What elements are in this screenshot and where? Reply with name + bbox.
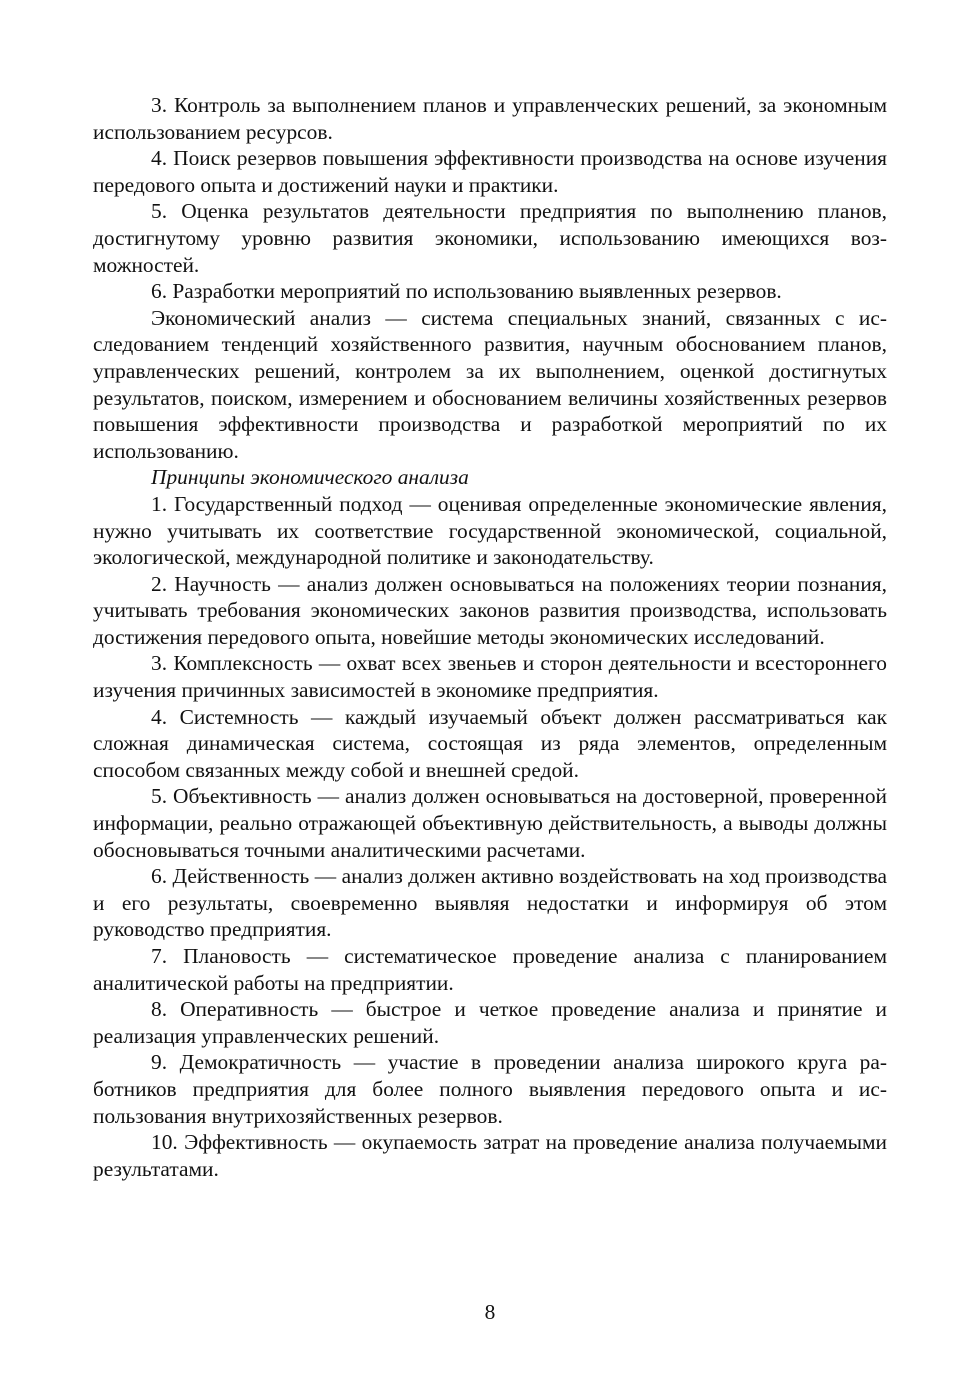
principle-6: 6. Действенность — анализ должен активно воздействовать на ход производства и его результаты, своевременно выявляя недостатки и информируя об этом руководство предприятия. <box>93 864 887 942</box>
principle-10: 10. Эффективность — окупаемость затрат на проведение анализа получаемыми результатами. <box>93 1130 887 1181</box>
page-body <box>93 92 887 1182</box>
principle-3: 3. Комплексность — охват всех звеньев и сторон деятельности и всестороннего изучения причинных зависимостей в экономике предприятия. <box>93 651 887 703</box>
principle-9: 9. Демократичность — участие в проведении анализа широкого круга работников предприятия для более полного выявления передового опыта и использования внутрихозяйственных резервов. <box>93 1050 887 1128</box>
intro-item-5: 5. Оценка результатов деятельности предприятия по выполнению планов, достигнутому уровню развития экономики, использованию имеющихся возможностей. <box>93 199 887 277</box>
intro-item-4: 4. Поиск резервов повышения эффективности производства на основе изучения передового опыта и достижений науки и практики. <box>93 146 887 197</box>
principle-8: 8. Оперативность — быстрое и четкое проведение анализа и принятие и реализация управленческих решений. <box>93 997 887 1048</box>
principle-2: 2. Научность — анализ должен основываться на положениях теории познания, учитывать требования экономических законов развития производства, использовать достижения передового опыта, новейшие методы экономических исследований. <box>93 571 887 649</box>
definition-paragraph: Экономический анализ — система специальных знаний, связанных с исследованием тенденций хозяйственного развития, научным обоснованием планов, управленческих решений, контролем за их выполнением, оценкой достигнутых результатов, поиском, измерением и обоснованием величины хозяйственных резервов повышения эффективности производства и разработкой мероприятий по их использованию. <box>93 305 887 463</box>
principle-5: 5. Объективность — анализ должен основываться на достоверной, проверенной информации, реально отражающей объективную действительность, а выводы должны обосновываться точными аналитическими расчетами. <box>93 784 887 862</box>
principle-4: 4. Системность — каждый изучаемый объект должен рассматриваться как сложная динамическая система, состоящая из ряда элементов, определенным способом связанных между собой и внешней средой. <box>93 704 887 782</box>
principles-heading: Принципы экономического анализа <box>151 465 469 490</box>
principle-7: 7. Плановость — систематическое проведение анализа с планированием аналитической работы на предприятии. <box>93 944 887 995</box>
intro-item-6: 6. Разработки мероприятий по использованию выявленных резервов. <box>151 279 782 304</box>
page-number: 8 <box>484 1300 496 1324</box>
principle-1: 1. Государственный подход — оценивая определенные экономические явления, нужно учитывать их соответствие государственной экономической, социальной, экологической, международной политике и законодательству. <box>93 491 887 570</box>
intro-item-3: 3. Контроль за выполнением планов и управленческих решений, за экономным использованием ресурсов. <box>93 93 887 144</box>
